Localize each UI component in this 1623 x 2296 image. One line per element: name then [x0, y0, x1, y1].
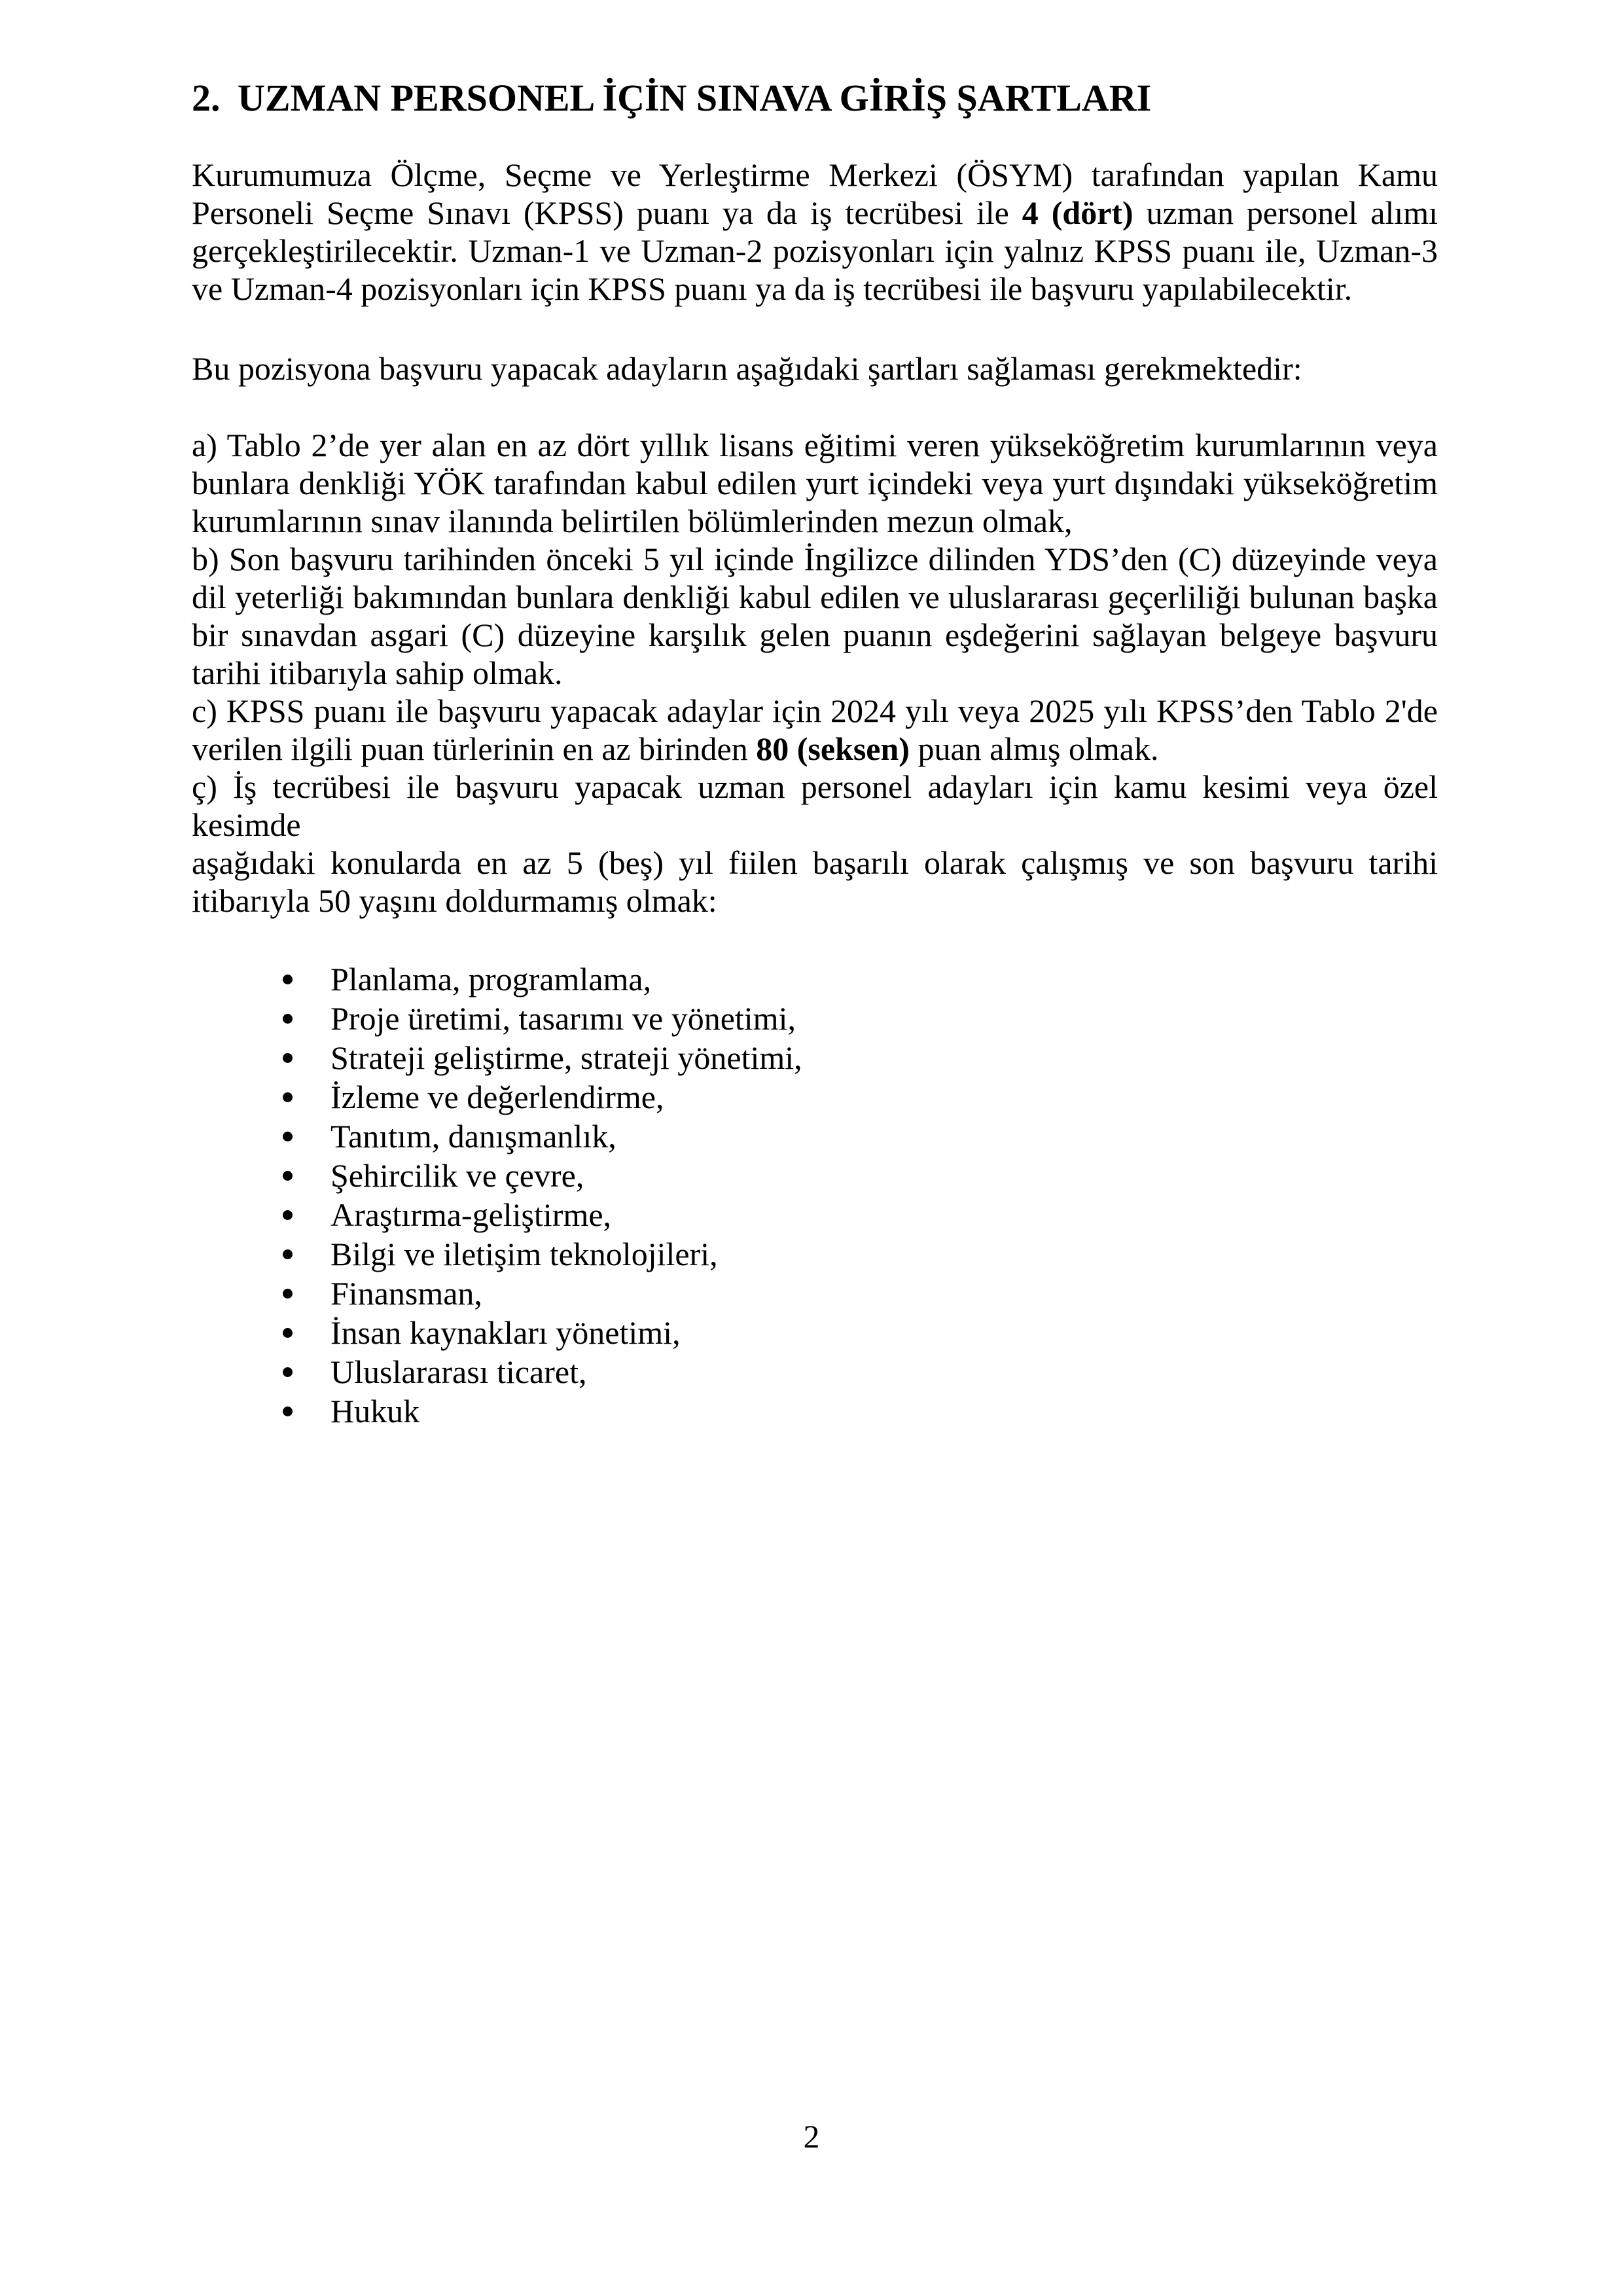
section-heading [192, 77, 1438, 119]
requirement-b: b) Son başvuru tarihinden önceki 5 yıl içinde İngilizce dilinden YDS’den (C) düzeyinde veya dil yeterliği bakımından bunlara denkliği kabul edilen ve uluslararası geçerliliği bulunan başka bir sınavdan asgari (C) düzeyine karşılık gelen puanın eşdeğerini sağlayan belgeye başvuru tarihi itibarıyla sahip olmak. [192, 541, 1438, 691]
list-item: Bilgi ve iletişim teknolojileri, [192, 1234, 1438, 1274]
list-item: Uluslararası ticaret, [192, 1352, 1438, 1391]
list-item: Araştırma-geliştirme, [192, 1195, 1438, 1234]
section-number: 2. [192, 77, 221, 119]
list-item: Strateji geliştirme, strateji yönetimi, [192, 1038, 1438, 1077]
list-item: İzleme ve değerlendirme, [192, 1077, 1438, 1117]
requirements-block [192, 426, 1438, 920]
list-item: İnsan kaynakları yönetimi, [192, 1313, 1438, 1352]
intro-paragraph: Kurumumuza Ölçme, Seçme ve Yerleştirme Merkezi (ÖSYM) tarafından yapılan Kamu Personeli Seçme Sınavı (KPSS) puanı ya da iş tecrübesi ile 4 (dört) uzman personel alımı gerçekleştirilecektir. Uzman-1 ve Uzman-2 pozisyonları için yalnız KPSS puanı ile, Uzman-3 ve Uzman-4 pozisyonları için KPSS puanı ya da iş tecrübesi ile başvuru yapılabilecektir. [192, 156, 1438, 307]
list-item: Proje üretimi, tasarımı ve yönetimi, [192, 999, 1438, 1038]
list-item: Finansman, [192, 1274, 1438, 1313]
list-item: Tanıtım, danışmanlık, [192, 1117, 1438, 1156]
section-title: UZMAN PERSONEL İÇİN SINAVA GİRİŞ ŞARTLARI [238, 77, 1152, 119]
page-number: 2 [803, 2118, 820, 2155]
requirement-c: c) KPSS puanı ile başvuru yapacak adaylar için 2024 yılı veya 2025 yılı KPSS’den Tablo 2'de verilen ilgili puan türlerinin en az birinden 80 (seksen) puan almış olmak. [192, 692, 1438, 767]
subject-list [192, 960, 1438, 1431]
requirement-a: a) Tablo 2’de yer alan en az dört yıllık lisans eğitimi veren yükseköğretim kurumlarının veya bunlara denkliği YÖK tarafından kabul edilen yurt içindeki veya yurt dışındaki yükseköğretim kurumlarının sınav ilanında belirtilen bölümlerinden mezun olmak, [192, 427, 1438, 539]
list-item: Planlama, programlama, [192, 960, 1438, 999]
list-item: Hukuk [192, 1391, 1438, 1431]
lead-paragraph: Bu pozisyona başvuru yapacak adayların aşağıdaki şartları sağlaması gerekmektedir: [192, 350, 1302, 387]
list-item: Şehircilik ve çevre, [192, 1156, 1438, 1195]
requirement-cc: ç) İş tecrübesi ile başvuru yapacak uzman personel adayları için kamu kesimi veya özel kesimde aşağıdaki konularda en az 5 (beş) yıl fiilen başarılı olarak çalışmış ve son başvuru tarihi itibarıyla 50 yaşını doldurmamış olmak: [192, 768, 1438, 919]
